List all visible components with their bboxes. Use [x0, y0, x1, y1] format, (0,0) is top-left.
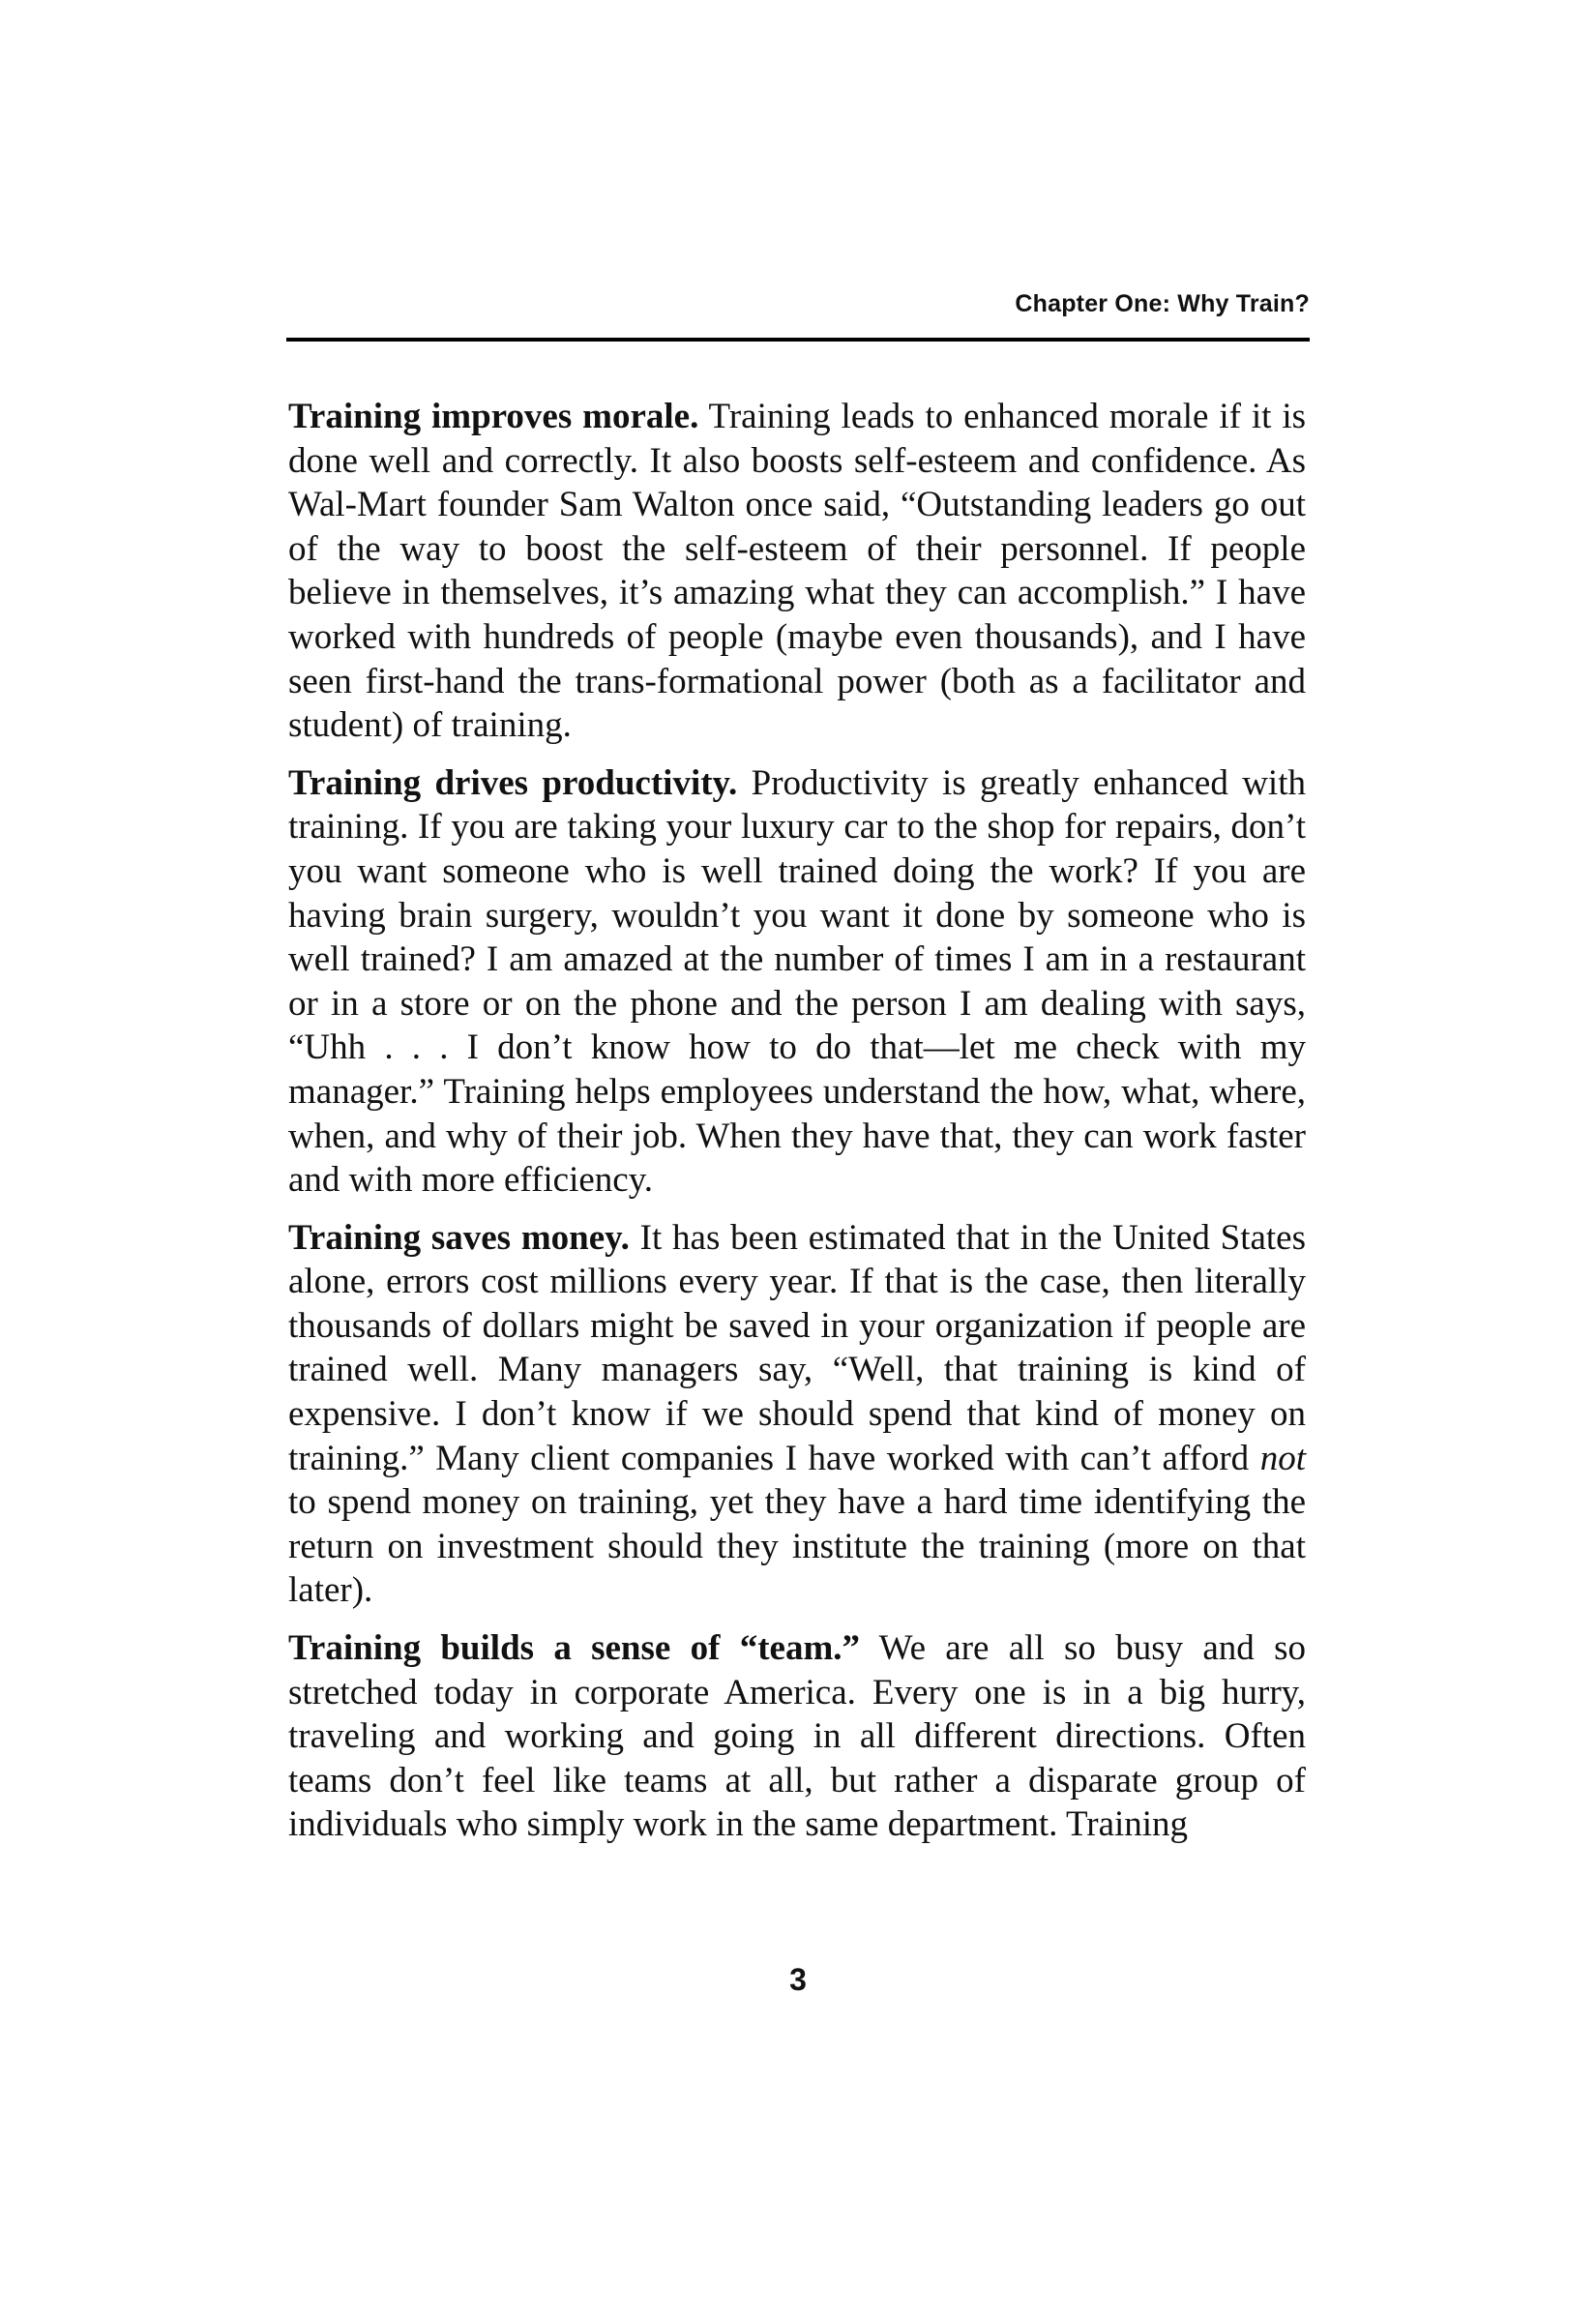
paragraph-money [288, 1216, 1306, 1613]
paragraph-lead: Training saves money. [288, 1217, 630, 1258]
paragraph-lead: Training builds a sense of “team.” [288, 1628, 861, 1669]
paragraph-team [288, 1626, 1306, 1847]
header-rule [286, 338, 1310, 342]
paragraph-lead: Training improves morale. [288, 397, 699, 436]
emphasis-text: not [1259, 1438, 1306, 1478]
page-number: 3 [789, 1962, 807, 1997]
paragraph-text: It has been estimated that in the United States alone, errors cost millions every year. If that is the case, then literally thousands of dollars might be saved in your organization if people are trained well. Many managers say, “Well, that training is kind of expensive. I don’t know if we should spend that kind of money on training.” Many client companies I have worked with can’t afford [288, 1217, 1306, 1478]
paragraph-text: Productivity is greatly enhanced with training. If you are taking your luxury car to the shop for repairs, don’t you want someone who is well trained doing the work? If you are having brain surgery, wouldn’t you want it done by someone who is well trained? I am amazed at the number of times I am in a restaurant or in a store or on the phone and the person I am dealing with says, “Uhh . . . I don’t know how to do that—let me check with my manager.” Training helps employees understand the how, what, where, when, and why of their job. When they have that, they can work faster and with more efficiency. [288, 762, 1306, 1201]
paragraph-text: We are all so busy and so stretched today in corporate America. Every one is in a big hurry, traveling and working and going in all different directions. Often teams don’t feel like teams at all, but rather a disparate group of individuals who simply work in the same department. Training [288, 1628, 1306, 1845]
paragraph-text: Training leads to enhanced morale if it is done well and correctly. It also boosts self-esteem and confidence. As Wal-Mart founder Sam Walton once said, “Outstanding leaders go out of the way to boost the self-esteem of their personnel. If people believe in themselves, it’s amazing what they can accomplish.” I have worked with hundreds of people (maybe even thousands), and I have seen first-hand the trans-formational power (both as a facilitator and student) of training. [288, 397, 1306, 746]
paragraph-productivity [288, 761, 1306, 1203]
running-header: Chapter One: Why Train? [1015, 290, 1310, 317]
paragraph-lead: Training drives productivity. [288, 762, 738, 803]
body-text [288, 395, 1306, 1861]
paragraph-text: to spend money on training, yet they have a hard time identifying the return on investment should they institute the training (more on that later). [288, 1482, 1306, 1611]
paragraph-morale [288, 395, 1306, 748]
